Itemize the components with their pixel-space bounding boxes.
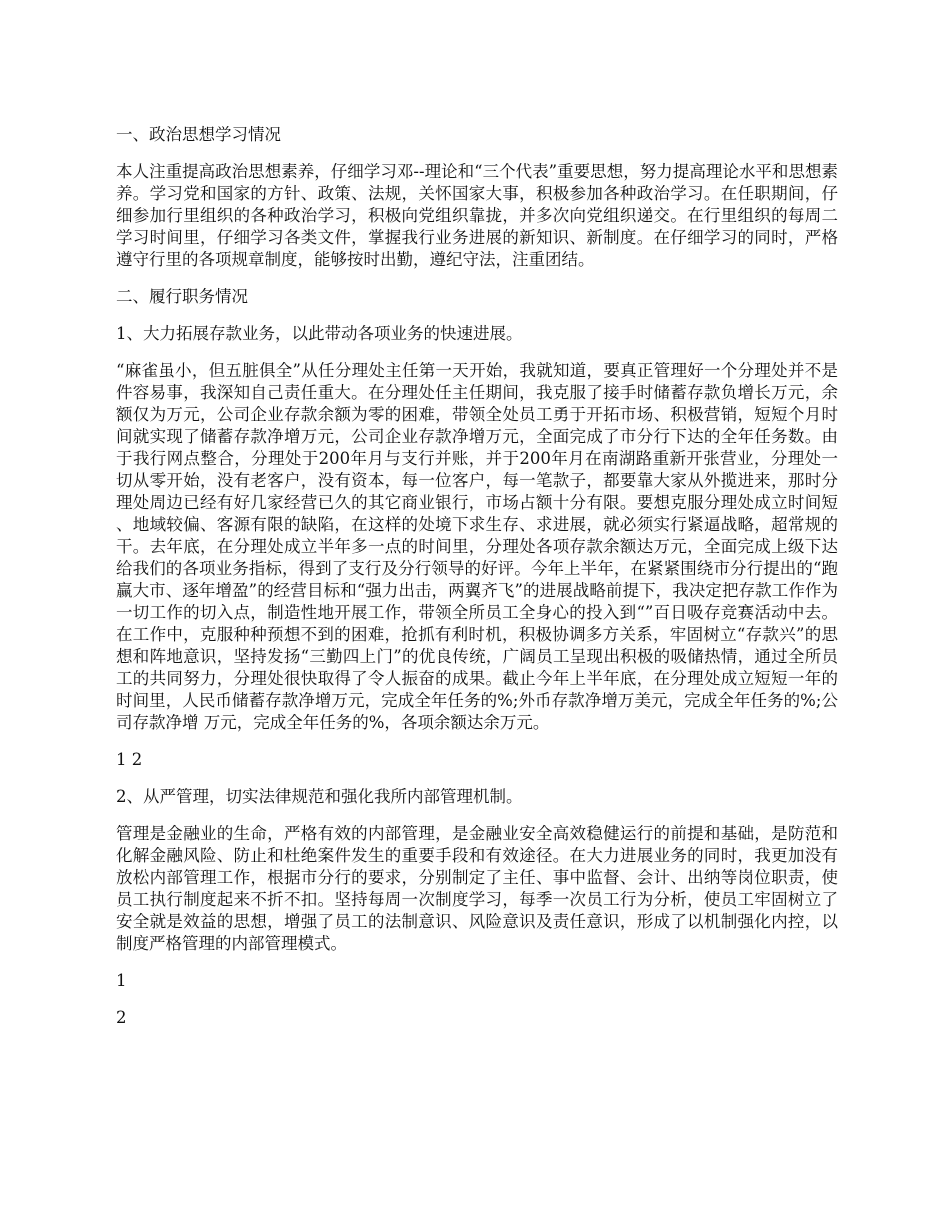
item-1-body: “麻雀虽小，但五脏俱全”从任分理处主任第一天开始，我就知道，要真正管理好一个分理处并不是件容易事，我深知自己责任重大。在分理处任主任期间，我克服了接手时储蓄存款负增长万元，余额仅为万元，公司企业存款余额为零的困难，带领全处员工勇于开拓市场、积极营销，短短个月时间就实现了储蓄存款净增万元，公司企业存款净增万元，全面完成了市分行下达的全年任务数。由于我行网点整合，分理处于200年月与支行并账，并于200年月在南湖路重新开张营业，分理处一切从零开始，没有老客户，没有资本，每一位客户，每一笔款子，都要靠大家从外揽进来，那时分理处周边已经有好几家经营已久的其它商业银行，市场占额十分有限。要想克服分理处成立时间短、地域较偏、客源有限的缺陷，在这样的处境下求生存、求进展，就必须实行紧逼战略，超常规的干。去年底，在分理处成立半年多一点的时间里，分理处各项存款余额达万元，全面完成上级下达给我们的各项业务指标，得到了支行及分行领导的好评。今年上半年，在紧紧围绕市分行提出的“跑赢大市、逐年增盈”的经营目标和“强力出击，两翼齐飞”的进展战略前提下，我决定把存款工作作为一切工作的切入点，制造性地开展工作，带领全所员工全身心的投入到“”百日吸存竞赛活动中去。在工作中，克服种种预想不到的困难，抢抓有利时机，积极协调多方关系，牢固树立“存款兴”的思想和阵地意识，坚持发扬“三勤四上门”的优良传统，广阔员工呈现出积极的吸储热情，通过全所员工的共同努力，分理处很快取得了令人振奋的成果。截止今年上半年底，在分理处成立短短一年的时间里，人民币储蓄存款净增万元，完成全年任务的%;外币存款净增万美元，完成全年任务的%;公司存款净增 万元，完成全年任务的%，各项余额达余万元。 — [116, 361, 838, 732]
section-1-body: 本人注重提高政治思想素养，仔细学习邓--理论和“三个代表”重要思想，努力提高理论水平和思想素养。学习党和国家的方针、政策、法规，关怀国家大事，积极参加各种政治学习。在任职期间，仔细参加行里组织的各种政治学习，积极向党组织靠拢，并多次向党组织递交。在行里组织的每周二学习时间里，仔细学习各类文件，掌握我行业务进展的新知识、新制度。在仔细学习的同时，严格遵守行里的各项规章制度，能够按时出勤，遵纪守法，注重团结。 — [116, 162, 838, 269]
section-2-title: 二、履行职务情况 — [116, 287, 248, 306]
page-marker-c: 2 — [116, 1008, 127, 1027]
page-marker-a: 1 2 — [116, 750, 143, 769]
document-body — [116, 124, 838, 1044]
page-marker-b: 1 — [116, 971, 127, 990]
section-1-title: 一、政治思想学习情况 — [116, 125, 281, 144]
item-2-body: 管理是金融业的生命，严格有效的内部管理，是金融业安全高效稳健运行的前提和基础，是防范和化解金融风险、防止和杜绝案件发生的重要手段和有效途径。在大力进展业务的同时，我更加没有放松内部管理工作，根据市分行的要求，分别制定了主任、事中监督、会计、出纳等岗位职责，使员工执行制度起来不折不扣。坚持每周一次制度学习，每季一次员工行为分析，使员工牢固树立了安全就是效益的思想，增强了员工的法制意识、风险意识及责任意识，形成了以机制强化内控，以制度严格管理的内部管理模式。 — [116, 824, 838, 953]
item-2-title: 2、从严管理，切实法律规范和强化我所内部管理机制。 — [116, 787, 523, 806]
item-1-title: 1、大力拓展存款业务，以此带动各项业务的快速进展。 — [116, 324, 523, 343]
